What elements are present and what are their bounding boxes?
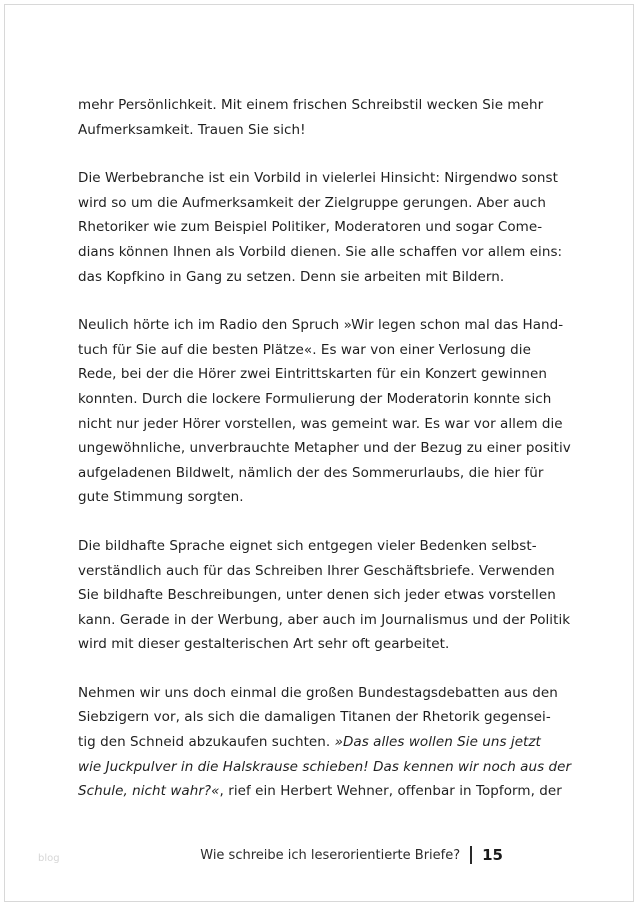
paragraph-3 bbox=[78, 313, 571, 510]
text-line: mehr Persönlichkeit. Mit einem frischen Schreibstil wecken Sie mehr bbox=[78, 97, 544, 113]
text-line: nicht nur jeder Hörer vorstellen, was gemeint war. Es war vor allem die bbox=[78, 415, 563, 432]
text-line: Siebzigern vor, als sich die damaligen Titanen der Rhetorik gegensei- bbox=[78, 709, 551, 726]
page-footer bbox=[200, 843, 503, 867]
text-line: ungewöhnliche, unverbrauchte Metapher und der Bezug zu einer positiv bbox=[78, 440, 571, 457]
text-line: Die bildhafte Sprache eignet sich entgegen vieler Bedenken selbst- bbox=[78, 537, 537, 554]
running-title: Wie schreibe ich leserorientierte Briefe? bbox=[200, 847, 461, 863]
paragraph-5 bbox=[78, 681, 572, 804]
text-line: Aufmerksamkeit. Trauen Sie sich! bbox=[78, 121, 306, 138]
text-line: Rede, bei der die Hörer zwei Eintrittskarten für ein Konzert gewinnen bbox=[78, 366, 547, 383]
paragraph-1 bbox=[78, 93, 544, 142]
paragraph-4 bbox=[78, 534, 571, 657]
text-line bbox=[78, 779, 562, 804]
quote-run: »Das alles wollen Sie uns jetzt bbox=[334, 734, 541, 751]
watermark: blog bbox=[38, 853, 60, 864]
text-line: das Kopfkino in Gang zu setzen. Denn sie arbeiten mit Bildern. bbox=[78, 268, 505, 285]
text-line: aufgeladenen Bildwelt, nämlich der des Sommerurlaubs, die hier für bbox=[78, 464, 544, 481]
text-line: gute Stimmung sorgten. bbox=[78, 489, 244, 506]
text-line bbox=[78, 755, 572, 780]
text-line: Sie bildhafte Beschreibungen, unter denen sich jeder etwas vorstellen bbox=[78, 587, 556, 604]
body-text bbox=[78, 93, 572, 828]
footer-divider bbox=[470, 846, 472, 864]
text-line: wird mit dieser gestalterischen Art sehr oft gearbeitet. bbox=[78, 636, 450, 653]
text-line: Neulich hörte ich im Radio den Spruch »Wir legen schon mal das Hand- bbox=[78, 317, 564, 334]
page-number: 15 bbox=[482, 846, 503, 864]
text-line: tuch für Sie auf die besten Plätze«. Es war von einer Verlosung die bbox=[78, 341, 531, 358]
text-line: Nehmen wir uns doch einmal die großen Bundestagsdebatten aus den bbox=[78, 684, 558, 701]
text-line: verständlich auch für das Schreiben Ihrer Geschäftsbriefe. Verwenden bbox=[78, 562, 555, 579]
text-run: tig den Schneid abzukaufen suchten. bbox=[78, 734, 335, 751]
text-line: Rhetoriker wie zum Beispiel Politiker, Moderatoren und sogar Come- bbox=[78, 219, 543, 236]
text-run: , rief ein Herbert Wehner, offenbar in Topform, der bbox=[219, 783, 562, 800]
text-line: kann. Gerade in der Werbung, aber auch im Journalismus und der Politik bbox=[78, 611, 571, 628]
text-line: Die Werbebranche ist ein Vorbild in vielerlei Hinsicht: Nirgendwo sonst bbox=[78, 170, 558, 187]
book-page bbox=[4, 4, 634, 902]
text-line: konnten. Durch die lockere Formulierung der Moderatorin konnte sich bbox=[78, 390, 552, 407]
paragraph-2 bbox=[78, 166, 563, 289]
text-line: dians können Ihnen als Vorbild dienen. Sie alle schaffen vor allem eins: bbox=[78, 243, 563, 260]
quote-run: Schule, nicht wahr?« bbox=[78, 783, 220, 800]
text-line: wird so um die Aufmerksamkeit der Zielgruppe gerungen. Aber auch bbox=[78, 194, 546, 211]
quote-run: wie Juckpulver in die Halskrause schieben! Das kennen wir noch aus der bbox=[78, 758, 572, 775]
text-line bbox=[78, 730, 541, 755]
